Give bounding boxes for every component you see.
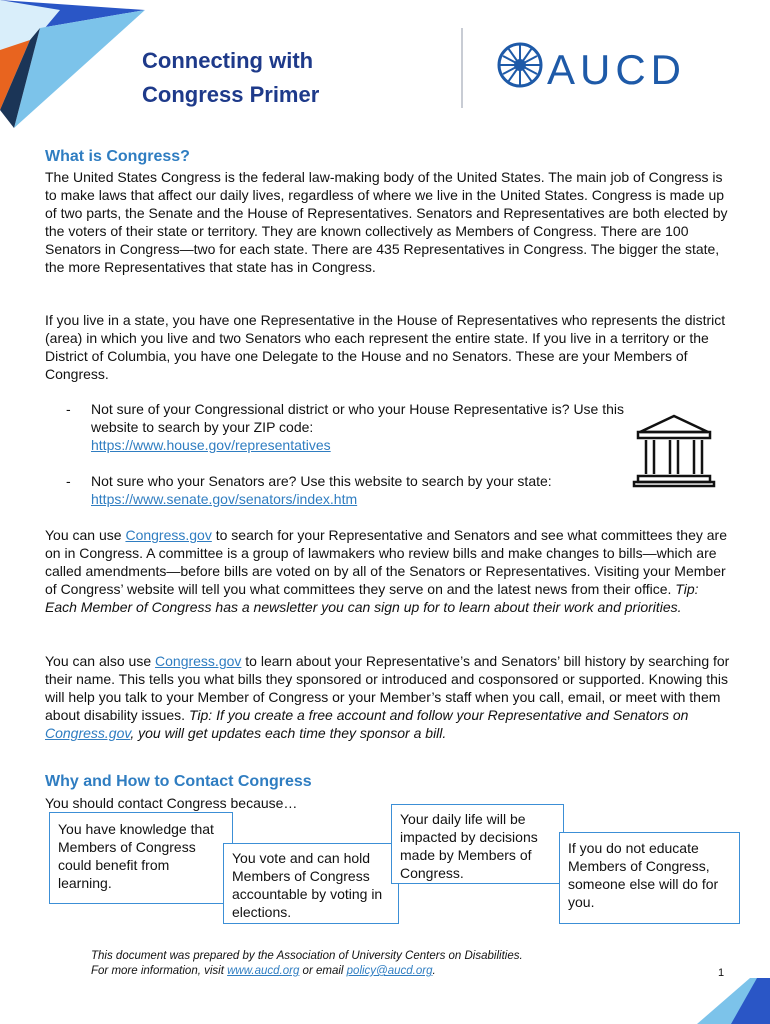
paragraph-use-congress-gov: You can use Congress.gov to search for your Representative and Senators and see what committees they are on in Congress. A committee is a group of lawmakers who review bills and make changes to bills—which are called amendments—before bills are voted on by all of the Senators or Representatives. Visiting your Member of Congress’ website will tell you what committees they serve on and the latest news from their office. Tip: Each Member of Congress has a newsletter you can sign up for to learn about their work and priorities. <box>45 527 728 615</box>
bullet-house-representative: - Not sure of your Congressional district or who your House Representative is? Use this website to search by your ZIP code: https://www.house.gov/representatives <box>66 401 625 453</box>
congress-gov-link-3[interactable]: Congress.gov <box>45 725 131 741</box>
footer-note: This document was prepared by the Association of University Centers on Disabilities. For more information, visit www.aucd.org or email policy@aucd.org. <box>91 950 523 977</box>
reason-box-daily-life: Your daily life will be impacted by decisions made by Members of Congress. <box>391 804 564 884</box>
senate-senators-link[interactable]: https://www.senate.gov/senators/index.htm <box>91 491 358 507</box>
house-representatives-link[interactable]: https://www.house.gov/representatives <box>91 437 331 453</box>
reason-box-vote: You vote and can hold Members of Congress accountable by voting in elections. <box>223 843 399 924</box>
corner-graphic-top <box>0 0 150 130</box>
congress-gov-link[interactable]: Congress.gov <box>125 527 212 543</box>
paragraph-members-of-congress: If you live in a state, you have one Representative in the House of Representatives who represents the district (area) in which you live and two Senators who each represent the entire state. If you live in a territory or the District of Columbia, you have one Delegate to the House and no Senators. These are your Members of Congress. <box>45 312 726 382</box>
bullet-senators: - Not sure who your Senators are? Use this website to search by your state: https://www.senate.gov/senators/index.htm <box>66 473 552 507</box>
header-divider <box>461 28 463 108</box>
policy-email-link[interactable]: policy@aucd.org <box>346 965 433 977</box>
contact-intro: You should contact Congress because… <box>45 795 298 811</box>
paragraph-bill-history: You can also use Congress.gov to learn about your Representative’s and Senators’ bill history by searching for their name. This tells you what bills they sponsored or introduced and cosponsored or supported. Knowing this will help you talk to your Member of Congress or your Member’s staff when you call, email, or meet with them about disability issues. Tip: If you create a free account and follow your Representative and Senators on Congress.gov, you will get updates each time they sponsor a bill. <box>45 653 730 741</box>
government-building-icon <box>632 412 716 488</box>
section-heading-contact-congress: Why and How to Contact Congress <box>45 773 312 790</box>
aucd-logo-text: AUCD <box>547 46 687 93</box>
aucd-website-link[interactable]: www.aucd.org <box>227 965 300 977</box>
page-number: 1 <box>718 967 725 979</box>
paragraph-congress-overview: The United States Congress is the federal law-making body of the United States. The main job of Congress is to make laws that affect our daily lives, regardless of where we live in the United States. Congress is made up of two parts, the Senate and the House of Representatives. Senators and Representatives are both elected by the voters of their state or territory. They are known collectively as Members of Congress. There are 100 Senators in Congress—two for each state. There are 435 Representatives in Congress. The bigger the state, the more Representatives that state has in Congress. <box>45 169 728 275</box>
corner-graphic-bottom <box>697 978 770 1024</box>
congress-gov-link-2[interactable]: Congress.gov <box>155 653 242 669</box>
page-title: Connecting with Congress Primer <box>142 48 320 107</box>
reason-box-knowledge: You have knowledge that Members of Congress could benefit from learning. <box>49 812 233 904</box>
section-heading-what-is-congress: What is Congress? <box>45 148 190 165</box>
reason-box-educate: If you do not educate Members of Congress, someone else will do for you. <box>559 832 740 924</box>
aucd-globe-icon <box>497 42 543 88</box>
